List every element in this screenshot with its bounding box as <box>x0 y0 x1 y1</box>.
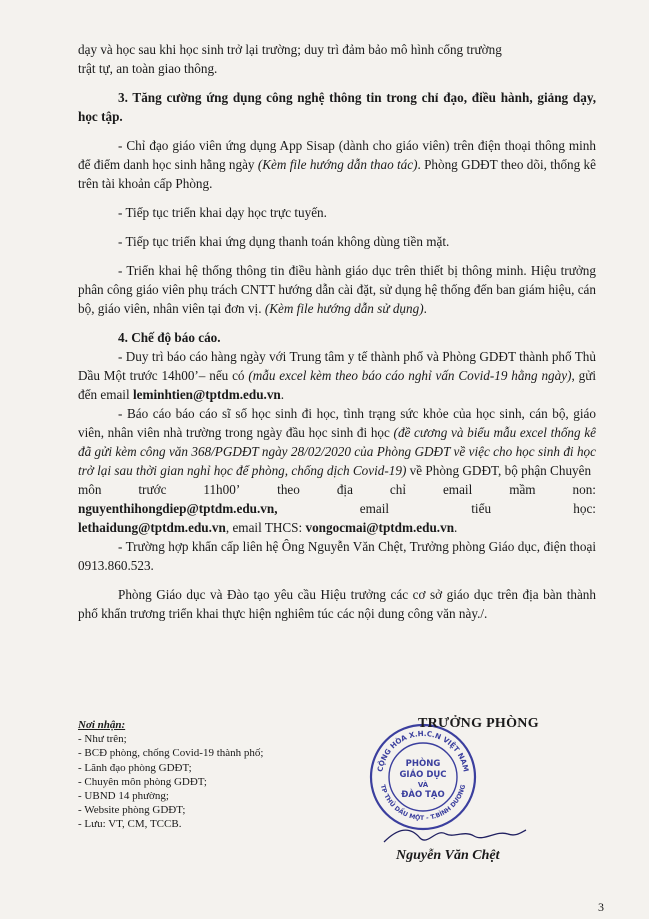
stamp-center-line: GIÁO DỤC <box>399 770 447 780</box>
paragraph-emergency-contact: - Trường hợp khẩn cấp liên hệ Ông Nguyễn Văn Chệt, Trưởng phòng Giáo dục, điện thoại 0913.860.523. <box>78 539 596 573</box>
paragraph-continuation: dạy và học sau khi học sinh trở lại trường; duy trì đảm bảo mô hình cổng trường trật tự, an toàn giao thông. <box>78 42 502 76</box>
section-heading-3: 3. Tăng cường ứng dụng công nghệ thông tin trong chỉ đạo, điều hành, giảng dạy, học tập. <box>78 90 596 124</box>
recipient-item: - Website phòng GDĐT; <box>78 804 186 817</box>
paragraph-online-teaching: - Tiếp tục triển khai dạy học trực tuyến. <box>118 205 327 220</box>
stamp-ring-top-text: CỘNG HÒA X.H.C.N VIỆT NAM <box>375 728 471 773</box>
page-number: 3 <box>598 900 604 914</box>
recipients-list <box>78 718 338 832</box>
signature-block <box>370 716 600 886</box>
paragraph-sisap: - Chỉ đạo giáo viên ứng dụng App Sisap (dành cho giáo viên) trên điện thoại thông minh để điểm danh học sinh hằng ngày (Kèm file hướng dẫn thao tác). Phòng GDĐT theo dõi, thống kê trên tài khoản cấp Phòng. <box>78 138 596 191</box>
email-link-tieuhoc: lethaidung@tptdm.edu.vn <box>78 520 226 535</box>
recipient-item: - Như trên; <box>78 733 127 746</box>
email-link-leminhtien: leminhtien@tptdm.edu.vn <box>132 387 281 402</box>
paragraph-closing: Phòng Giáo dục và Đào tạo yêu cầu Hiệu trưởng các cơ sở giáo dục trên địa bàn thành phố khẩn trương triển khai thực hiện nghiêm túc các nội dung công văn này./. <box>78 587 596 621</box>
stamp-ring-bottom-text: TP THỦ DẦU MỘT - T.BÌNH DƯƠNG <box>378 783 468 823</box>
recipient-item: - Lưu: VT, CM, TCCB. <box>78 818 182 831</box>
stamp-center-line: ĐÀO TẠO <box>401 790 445 800</box>
handwritten-signature <box>380 824 530 848</box>
email-link-mamnon: nguyenthihongdiep@tptdm.edu.vn, <box>78 501 278 516</box>
paragraph-info-system: - Triển khai hệ thống thông tin điều hành giáo dục trên thiết bị thông minh. Hiệu trưởng phân công giáo viên phụ trách CNTT hướng dẫn cài đặt, sử dụng hệ thống đến ban giám hiệu, cán bộ, giáo viên, nhân viên tại đơn vị. (Kèm file hướng dẫn sử dụng). <box>78 263 596 316</box>
paragraph-cashless: - Tiếp tục triển khai ứng dụng thanh toán không dùng tiền mặt. <box>118 234 450 249</box>
section-heading-4: 4. Chế độ báo cáo. <box>118 330 221 345</box>
email-line-primary-secondary: lethaidung@tptdm.edu.vn, email THCS: vongocmai@tptdm.edu.vn. <box>78 520 458 535</box>
signer-name: Nguyễn Văn Chệt <box>396 848 500 863</box>
recipients-title: Nơi nhận: <box>78 719 126 731</box>
document-body <box>78 40 596 623</box>
stamp-center-line: VÀ <box>417 781 429 789</box>
signer-title: TRƯỞNG PHÒNG <box>418 716 539 731</box>
email-line-preschool: nguyenthihongdiep@tptdm.edu.vn, email tiểu học: <box>78 501 596 516</box>
email-link-thcs: vongocmai@tptdm.edu.vn <box>305 520 455 535</box>
stamp-center-line: PHÒNG <box>405 759 441 769</box>
attendance-report-line: môn trước 11h00’ theo địa chỉ email mầm non: <box>78 482 596 497</box>
paragraph-attendance-report: - Báo cáo báo cáo sĩ số học sinh đi học, tình trạng sức khỏe của học sinh, cán bộ, giáo viên, nhân viên nhà trường trong ngày đầu học sinh đi học (đề cương và biểu mẫu excel thống kê đã gửi kèm công văn 368/PGDĐT ngày 28/02/2020 của Phòng GDĐT về việc cho học sinh đi học trở lại sau thời gian nghỉ học để phòng, chống dịch Covid-19) về Phòng GDĐT, bộ phận Chuyên <box>78 406 596 478</box>
paragraph-daily-report: - Duy trì báo cáo hàng ngày với Trung tâm y tế thành phố và Phòng GDĐT thành phố Thủ Dầu Một trước 14h00’– nếu có (mẫu excel kèm theo báo cáo nghỉ vấn Covid-19 hằng ngày), gửi đến email leminhtien@tptdm.edu.vn. <box>78 349 597 402</box>
official-stamp <box>368 722 478 832</box>
recipient-item: - UBND 14 phường; <box>78 790 169 803</box>
recipient-item: - BCĐ phòng, chống Covid-19 thành phố; <box>78 747 264 760</box>
recipient-item: - Chuyên môn phòng GDĐT; <box>78 775 207 788</box>
recipient-item: - Lãnh đạo phòng GDĐT; <box>78 761 192 774</box>
